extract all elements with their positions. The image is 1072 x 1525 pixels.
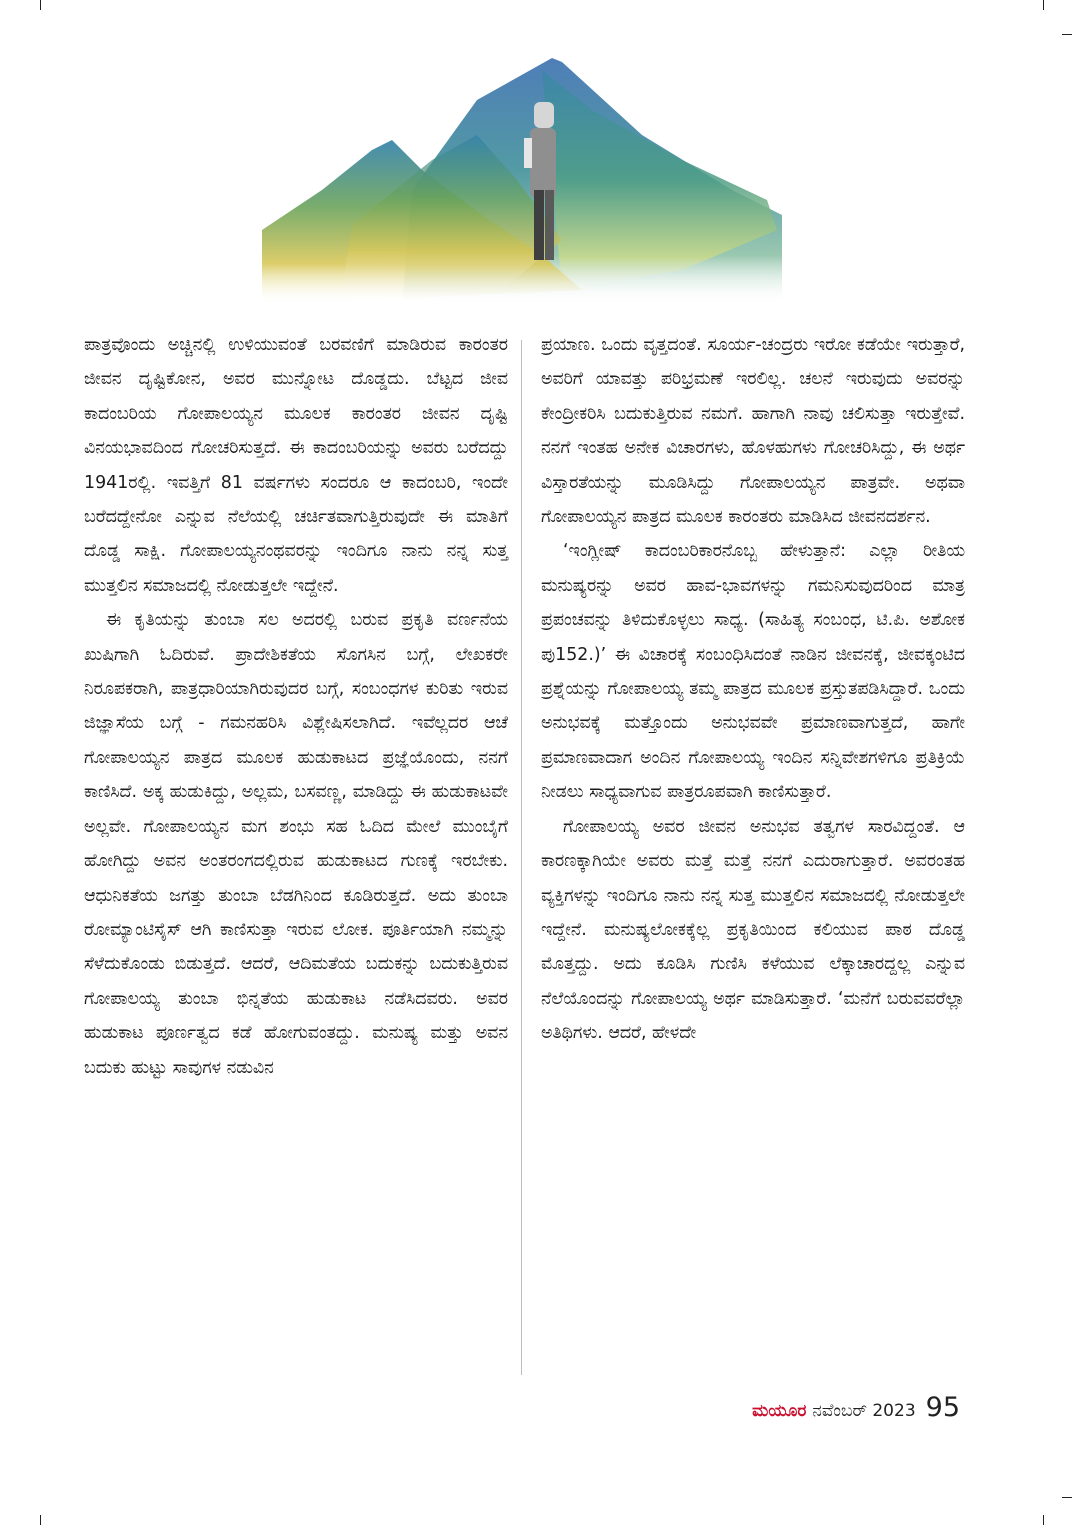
paragraph: ಗೋಪಾಲಯ್ಯ ಅವರ ಜೀವನ ಅನುಭವ ತತ್ವಗಳ ಸಾರವಿದ್ದಂತೆ. ಆ ಕಾರಣಕ್ಕಾಗಿಯೇ ಅವರು ಮತ್ತೆ ಮತ್ತೆ ನನಗೆ ಎದುರಾಗುತ್ತಾರೆ. ಅವರಂತಹ ವ್ಯಕ್ತಿಗಳನ್ನು ಇಂದಿಗೂ ನಾನು ನನ್ನ ಸುತ್ತ ಮುತ್ತಲಿನ ಸಮಾಜದಲ್ಲಿ ನೋಡುತ್ತಲೇ ಇದ್ದೇನೆ. ಮನುಷ್ಯಲೋಕಕ್ಕೆಲ್ಲ ಪ್ರಕೃತಿಯಿಂದ ಕಲಿಯುವ ಪಾಠ ದೊಡ್ಡ ಮೊತ್ತದ್ದು. ಅದು ಕೂಡಿಸಿ ಗುಣಿಸಿ ಕಳೆಯುವ ಲೆಕ್ಕಾಚಾರದ್ದಲ್ಲ ಎನ್ನುವ ನೆಲೆಯೊಂದನ್ನು ಗೋಪಾಲಯ್ಯ ಅರ್ಥ ಮಾಡಿಸುತ್ತಾರೆ. ‘ಮನೆಗೆ ಬರುವವರೆಲ್ಲಾ ಅತಿಥಿಗಳು. ಆದರೆ, ಹೇಳದೇ: [541, 816, 965, 1044]
crop-mark-bottom-left: [40, 1515, 41, 1525]
crop-mark-top-left: [40, 0, 41, 10]
left-column: [84, 328, 508, 1085]
crop-mark-bottom-right: [1043, 1515, 1044, 1525]
paragraph: ಪ್ರಯಾಣ. ಒಂದು ವೃತ್ತದಂತೆ. ಸೂರ್ಯ-ಚಂದ್ರರು ಇರೋ ಕಡೆಯೇ ಇರುತ್ತಾರೆ, ಅವರಿಗೆ ಯಾವತ್ತು ಪರಿಭ್ರಮಣೆ ಇರಲಿಲ್ಲ. ಚಲನೆ ಇರುವುದು ಅವರನ್ನು ಕೇಂದ್ರೀಕರಿಸಿ ಬದುಕುತ್ತಿರುವ ನಮಗೆ. ಹಾಗಾಗಿ ನಾವು ಚಲಿಸುತ್ತಾ ಇರುತ್ತೇವೆ. ನನಗೆ ಇಂತಹ ಅನೇಕ ವಿಚಾರಗಳು, ಹೊಳಹುಗಳು ಗೋಚರಿಸಿದ್ದು, ಈ ಅರ್ಥ ವಿಸ್ತಾರತೆಯನ್ನು ಮೂಡಿಸಿದ್ದು ಗೋಪಾಲಯ್ಯನ ಪಾತ್ರವೇ. ಅಥವಾ ಗೋಪಾಲಯ್ಯನ ಪಾತ್ರದ ಮೂಲಕ ಕಾರಂತರು ಮಾಡಿಸಿದ ಜೀವನದರ್ಶನ.: [541, 335, 965, 528]
right-column: [541, 328, 965, 1051]
paragraph: ‘ಇಂಗ್ಲೀಷ್ ಕಾದಂಬರಿಕಾರನೊಬ್ಬ ಹೇಳುತ್ತಾನೆ: ಎಲ್ಲಾ ರೀತಿಯ ಮನುಷ್ಯರನ್ನು ಅವರ ಹಾವ-ಭಾವಗಳನ್ನು ಗಮನಿಸುವುದರಿಂದ ಮಾತ್ರ ಪ್ರಪಂಚವನ್ನು ತಿಳಿದುಕೊಳ್ಳಲು ಸಾಧ್ಯ. (ಸಾಹಿತ್ಯ ಸಂಬಂಧ, ಟಿ.ಪಿ. ಅಶೋಕ ಪು152.)’ ಈ ವಿಚಾರಕ್ಕೆ ಸಂಬಂಧಿಸಿದಂತೆ ನಾಡಿನ ಜೀವನಕ್ಕೆ, ಜೀವಕ್ಕಂಟಿದ ಪ್ರಶ್ನೆಯನ್ನು ಗೋಪಾಲಯ್ಯ ತಮ್ಮ ಪಾತ್ರದ ಮೂಲಕ ಪ್ರಸ್ತುತಪಡಿಸಿದ್ದಾರೆ. ಒಂದು ಅನುಭವಕ್ಕೆ ಮತ್ತೊಂದು ಅನುಭವವೇ ಪ್ರಮಾಣವಾಗುತ್ತದೆ, ಹಾಗೇ ಪ್ರಮಾಣವಾದಾಗ ಅಂದಿನ ಗೋಪಾಲಯ್ಯ ಇಂದಿನ ಸನ್ನಿವೇಶಗಳಿಗೂ ಪ್ರತಿಕ್ರಿಯೆ ನೀಡಲು ಸಾಧ್ಯವಾಗುವ ಪಾತ್ರರೂಪವಾಗಿ ಕಾಣಿಸುತ್ತಾರೆ.: [541, 541, 965, 803]
magazine-name: ಮಯೂರ: [752, 1401, 807, 1421]
paragraph: ಪಾತ್ರವೊಂದು ಅಚ್ಚಿನಲ್ಲಿ ಉಳಿಯುವಂತೆ ಬರವಣಿಗೆ ಮಾಡಿರುವ ಕಾರಂತರ ಜೀವನ ದೃಷ್ಟಿಕೋನ, ಅವರ ಮುನ್ನೋಟ ದೊಡ್ಡದು. ಬೆಟ್ಟದ ಜೀವ ಕಾದಂಬರಿಯ ಗೋಪಾಲಯ್ಯನ ಮೂಲಕ ಕಾರಂತರ ಜೀವನ ದೃಷ್ಟಿ ವಿನಯಭಾವದಿಂದ ಗೋಚರಿಸುತ್ತದೆ. ಈ ಕಾದಂಬರಿಯನ್ನು ಅವರು ಬರೆದದ್ದು 1941ರಲ್ಲಿ. ಇವತ್ತಿಗೆ 81 ವರ್ಷಗಳು ಸಂದರೂ ಆ ಕಾದಂಬರಿ, ಇಂದೇ ಬರೆದದ್ದೇನೋ ಎನ್ನುವ ನೆಲೆಯಲ್ಲಿ ಚರ್ಚಿತವಾಗುತ್ತಿರುವುದೇ ಈ ಮಾತಿಗೆ ದೊಡ್ಡ ಸಾಕ್ಷಿ. ಗೋಪಾಲಯ್ಯನಂಥವರನ್ನು ಇಂದಿಗೂ ನಾನು ನನ್ನ ಸುತ್ತ ಮುತ್ತಲಿನ ಸಮಾಜದಲ್ಲಿ ನೋಡುತ್ತಲೇ ಇದ್ದೇನೆ.: [84, 335, 508, 596]
page-footer: [752, 1392, 960, 1423]
mountain-illustration: [262, 40, 782, 305]
crop-mark-right-upper: [1062, 34, 1072, 35]
paragraph: ಈ ಕೃತಿಯನ್ನು ತುಂಬಾ ಸಲ ಅದರಲ್ಲಿ ಬರುವ ಪ್ರಕೃತಿ ವರ್ಣನೆಯ ಖುಷಿಗಾಗಿ ಓದಿರುವೆ. ಪ್ರಾದೇಶಿಕತೆಯ ಸೊಗಸಿನ ಬಗ್ಗೆ, ಲೇಖಕರೇ ನಿರೂಪಕರಾಗಿ, ಪಾತ್ರಧಾರಿಯಾಗಿರುವುದರ ಬಗ್ಗೆ, ಸಂಬಂಧಗಳ ಕುರಿತು ಇರುವ ಜಿಜ್ಞಾಸೆಯ ಬಗ್ಗೆ - ಗಮನಹರಿಸಿ ವಿಶ್ಲೇಷಿಸಲಾಗಿದೆ. ಇವೆಲ್ಲದರ ಆಚೆ ಗೋಪಾಲಯ್ಯನ ಪಾತ್ರದ ಮೂಲಕ ಹುಡುಕಾಟದ ಪ್ರಜ್ಞೆಯೊಂದು, ನನಗೆ ಕಾಣಿಸಿದೆ. ಅಕ್ಕ ಹುಡುಕಿದ್ದು, ಅಲ್ಲಮ, ಬಸವಣ್ಣ, ಮಾಡಿದ್ದು ಈ ಹುಡುಕಾಟವೇ ಅಲ್ಲವೇ. ಗೋಪಾಲಯ್ಯನ ಮಗ ಶಂಭು ಸಹ ಓದಿದ ಮೇಲೆ ಮುಂಬೈಗೆ ಹೋಗಿದ್ದು ಅವನ ಅಂತರಂಗದಲ್ಲಿರುವ ಹುಡುಕಾಟದ ಗುಣಕ್ಕೆ ಇರಬೇಕು. ಆಧುನಿಕತೆಯ ಜಗತ್ತು ತುಂಬಾ ಬೆಡಗಿನಿಂದ ಕೂಡಿರುತ್ತದೆ. ಅದು ತುಂಬಾ ರೋಮ್ಯಾಂಟಿಸೈಸ್ ಆಗಿ ಕಾಣಿಸುತ್ತಾ ಇರುವ ಲೋಕ. ಪೂರ್ತಿಯಾಗಿ ನಮ್ಮನ್ನು ಸೆಳೆದುಕೊಂಡು ಬಿಡುತ್ತದೆ. ಆದರೆ, ಆದಿಮತೆಯ ಬದುಕನ್ನು ಬದುಕುತ್ತಿರುವ ಗೋಪಾಲಯ್ಯ ತುಂಬಾ ಭಿನ್ನತೆಯ ಹುಡುಕಾಟ ನಡೆಸಿದವರು. ಅವರ ಹುಡುಕಾಟ ಪೂರ್ಣತ್ವದ ಕಡೆ ಹೋಗುವಂತದ್ದು. ಮನುಷ್ಯ ಮತ್ತು ಅವನ ಬದುಕು ಹುಟ್ಟು ಸಾವುಗಳ ನಡುವಿನ: [84, 610, 508, 1078]
issue-date: ನವೆಂಬರ್ 2023: [812, 1401, 916, 1421]
crop-mark-right-lower: [1062, 1497, 1072, 1498]
crop-mark-top-right: [1043, 0, 1044, 10]
column-divider: [521, 340, 522, 1375]
page-number: 95: [925, 1392, 960, 1423]
